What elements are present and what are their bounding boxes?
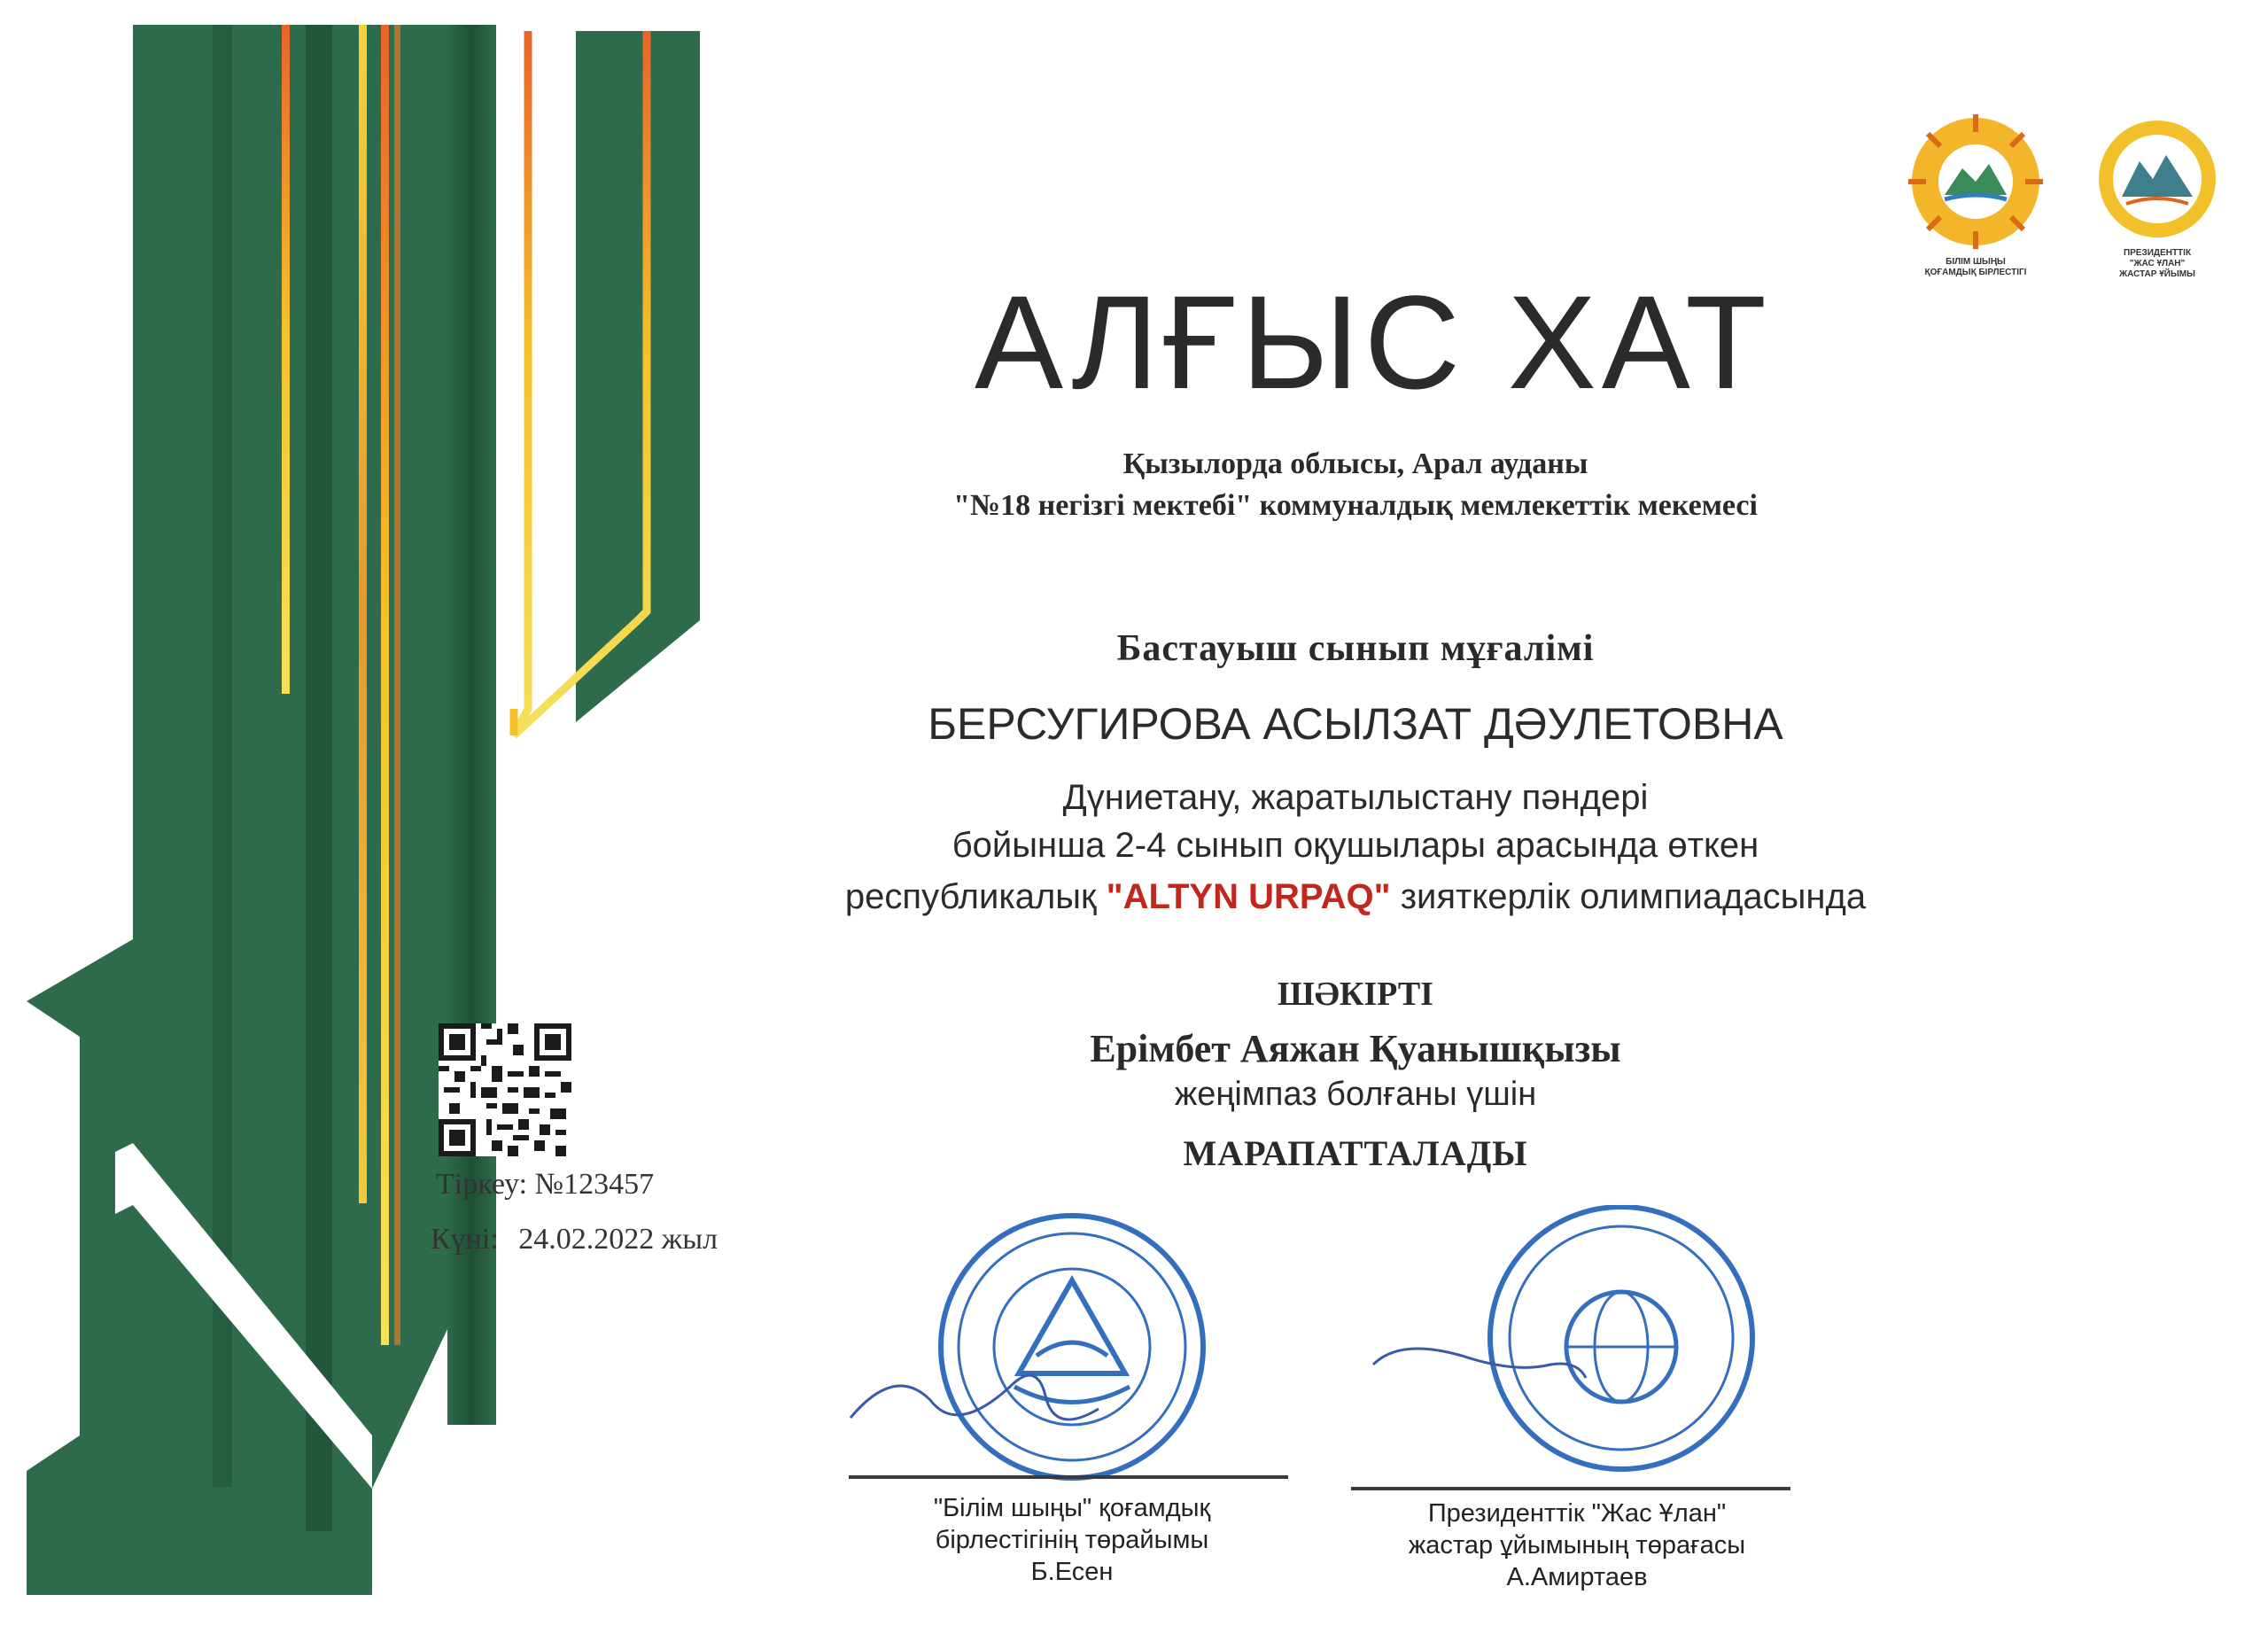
signatory-right-line2: жастар ұйымының төрағасы	[1408, 1531, 1746, 1560]
description-line1: Дүниетану, жаратылыстану пәндері	[1062, 778, 1649, 817]
issue-date	[431, 1223, 718, 1256]
student-label: ШӘКІРТІ	[1278, 976, 1433, 1013]
logo-caption-line2: ҚОҒАМДЫҚ БІРЛЕСТІГІ	[1924, 268, 2027, 277]
awarded-text: МАРАПАТТАЛАДЫ	[1183, 1133, 1528, 1173]
registration-number: Тіркеу: №123457	[436, 1168, 655, 1201]
date-label: Күні:	[431, 1223, 499, 1256]
signatory-right	[1329, 1497, 1825, 1593]
zhas-ulan-emblem-icon	[2091, 115, 2224, 244]
bilim-shyny-stamp	[833, 1205, 1258, 1489]
signatory-right-name: А.Амиртаев	[1506, 1563, 1648, 1591]
signatory-left	[833, 1492, 1311, 1588]
student-name: Ерімбет Аяжан Қуанышқызы	[1090, 1027, 1621, 1070]
certificate-title: АЛҒЫС ХАТ	[975, 268, 1772, 416]
description-line2: бойынша 2-4 сынып оқушылары арасында өткен	[951, 826, 1759, 865]
bilim-shyny-logo	[1905, 111, 2047, 288]
description-prefix: республикалық	[844, 877, 1097, 916]
logo-caption-line1: БІЛІМ ШЫҢЫ	[1946, 257, 2006, 267]
logo-caption-line1: ПРЕЗИДЕНТТІК	[2123, 248, 2192, 258]
teacher-role: Бастауыш сынып мұғалімі	[1116, 628, 1595, 669]
date-value: 24.02.2022 жыл	[518, 1223, 718, 1256]
sun-emblem-icon	[1905, 111, 2047, 253]
signature-line-right	[1351, 1487, 1790, 1490]
logo-caption-line2: "ЖАС ҰЛАН"	[2129, 259, 2186, 268]
teacher-name: БЕРСУГИРОВА АСЫЛЗАТ ДӘУЛЕТОВНА	[928, 699, 1783, 749]
signatory-right-line1: Президенттік "Жас Ұлан"	[1427, 1499, 1727, 1528]
zhas-ulan-logo	[2091, 115, 2224, 292]
organization-line2: "№18 негізгі мектебі" коммуналдық мемлекеттік мекемесі	[953, 489, 1758, 522]
signatory-left-line1: "Білім шыңы" қоғамдық	[933, 1494, 1211, 1522]
qr-code-icon	[439, 1023, 571, 1156]
zhas-ulan-stamp	[1364, 1205, 1790, 1489]
winner-text: жеңімпаз болғаны үшін	[1174, 1076, 1537, 1113]
logo-caption-line3: ЖАСТАР ҰЙЫМЫ	[2119, 269, 2195, 279]
description-line3	[726, 877, 1984, 917]
description-suffix: зияткерлік олимпиадасында	[1400, 877, 1867, 916]
signatory-left-line2: бірлестігінің төрайымы	[935, 1526, 1209, 1554]
signature-line-left	[849, 1475, 1288, 1479]
signatory-left-name: Б.Есен	[1030, 1558, 1114, 1586]
olympiad-name: "ALTYN URPAQ"	[1106, 877, 1391, 916]
organization-line1: Қызылорда облысы, Арал ауданы	[1122, 447, 1588, 480]
